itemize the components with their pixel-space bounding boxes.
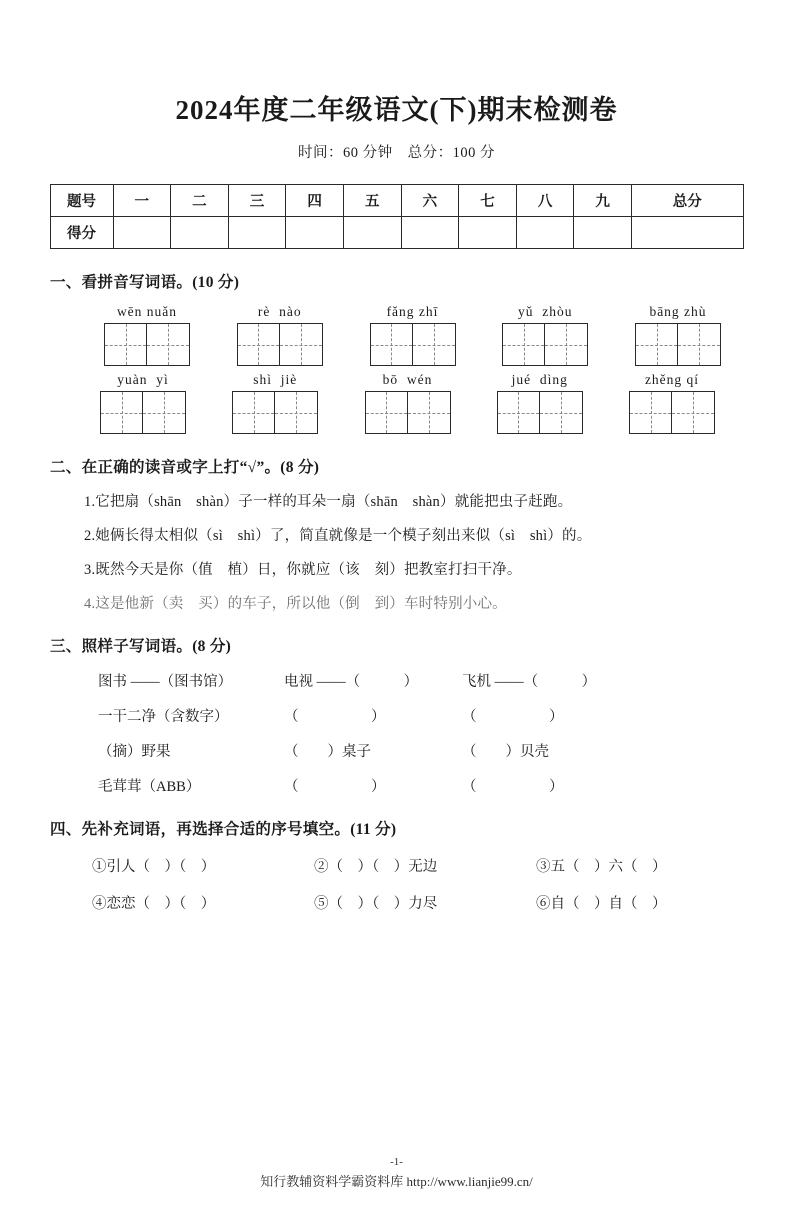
word-pattern-cell[interactable]: （ ） — [284, 709, 386, 725]
grid-cell[interactable] — [497, 391, 540, 434]
score-table-cell: 四 — [286, 185, 344, 217]
writing-grid[interactable] — [629, 391, 715, 434]
score-table-cell: 二 — [171, 185, 229, 217]
score-input-cell[interactable] — [171, 217, 229, 249]
score-table-cell: 三 — [228, 185, 286, 217]
idiom-fill-cell[interactable]: ④恋恋（ ）（ ） — [92, 896, 216, 912]
writing-grid[interactable] — [497, 391, 583, 434]
word-pattern-cell[interactable]: 电视 ——（ ） — [284, 674, 419, 690]
grid-cell[interactable] — [275, 391, 318, 434]
pinyin-item — [497, 372, 583, 434]
score-table-cell: 八 — [516, 185, 574, 217]
pinyin-item — [237, 304, 323, 366]
exam-page — [0, 88, 793, 1210]
word-pattern-row — [98, 670, 745, 691]
grid-cell[interactable] — [545, 323, 588, 366]
pinyin-item — [104, 304, 190, 366]
pinyin-label: bō wén — [382, 372, 433, 387]
section-heading-4: 四、先补充词语，再选择合适的序号填空。(11 分) — [50, 821, 397, 838]
score-table-cell: 一 — [113, 185, 171, 217]
page-number: -1- — [390, 1156, 403, 1168]
word-pattern-cell: （摘）野果 — [98, 744, 171, 760]
writing-grid[interactable] — [370, 323, 456, 366]
grid-cell[interactable] — [413, 323, 456, 366]
idiom-fill-row — [92, 892, 745, 913]
score-table-header-row — [50, 185, 743, 217]
score-input-cell[interactable] — [631, 217, 743, 249]
pinyin-item — [232, 372, 318, 434]
pinyin-item — [629, 372, 715, 434]
word-pattern-cell[interactable]: （ ）贝壳 — [462, 744, 549, 760]
page-title: 2024年度二年级语文(下)期末检测卷 — [175, 95, 618, 125]
grid-cell[interactable] — [365, 391, 408, 434]
section-heading-1: 一、看拼音写词语。(10 分) — [50, 274, 240, 291]
grid-cell[interactable] — [678, 323, 721, 366]
word-pattern-cell[interactable]: （ ） — [284, 779, 386, 795]
score-table-cell: 七 — [459, 185, 517, 217]
pinyin-row-1 — [48, 304, 745, 366]
word-pattern-row — [98, 740, 745, 761]
grid-cell[interactable] — [147, 323, 190, 366]
word-pattern-cell[interactable]: （ ）桌子 — [284, 744, 371, 760]
score-input-cell[interactable] — [113, 217, 171, 249]
score-input-cell[interactable] — [343, 217, 401, 249]
writing-grid[interactable] — [237, 323, 323, 366]
writing-grid[interactable] — [502, 323, 588, 366]
pinyin-label: rè nào — [257, 304, 302, 319]
grid-cell[interactable] — [280, 323, 323, 366]
score-input-cell[interactable] — [516, 217, 574, 249]
word-pattern-cell[interactable]: （ ） — [462, 709, 564, 725]
grid-cell[interactable] — [629, 391, 672, 434]
pinyin-label: bāng zhù — [649, 304, 707, 319]
grid-cell[interactable] — [672, 391, 715, 434]
footer-watermark: 知行教辅资料学霸资料库 http://www.lianjie99.cn/ — [260, 1174, 533, 1189]
pinyin-row-2 — [48, 372, 745, 434]
score-table-answer-row — [50, 217, 743, 249]
pinyin-label: yuàn yì — [117, 372, 169, 387]
grid-cell[interactable] — [540, 391, 583, 434]
grid-cell[interactable] — [237, 323, 280, 366]
pinyin-label: shì jiè — [253, 372, 298, 387]
score-table — [50, 184, 744, 249]
pinyin-label: jué dìng — [511, 372, 568, 387]
grid-cell[interactable] — [104, 323, 147, 366]
score-table-cell: 得分 — [50, 217, 113, 249]
page-subtitle: 时间：60 分钟 总分：100 分 — [298, 145, 495, 161]
score-input-cell[interactable] — [574, 217, 632, 249]
score-table-cell: 题号 — [50, 185, 113, 217]
pinyin-label: fǎng zhī — [386, 304, 439, 319]
score-table-cell: 九 — [574, 185, 632, 217]
grid-cell[interactable] — [635, 323, 678, 366]
idiom-fill-cell[interactable]: ⑥自（ ）自（ ） — [536, 896, 667, 912]
score-input-cell[interactable] — [286, 217, 344, 249]
score-table-cell: 六 — [401, 185, 459, 217]
word-pattern-cell[interactable]: （ ） — [462, 779, 564, 795]
writing-grid[interactable] — [635, 323, 721, 366]
pinyin-label: yǔ zhòu — [518, 304, 573, 319]
idiom-fill-cell[interactable]: ③五（ ）六（ ） — [536, 859, 667, 875]
grid-cell[interactable] — [502, 323, 545, 366]
score-table-cell: 五 — [343, 185, 401, 217]
grid-cell[interactable] — [408, 391, 451, 434]
word-pattern-cell: 图书 ——（图书馆） — [98, 674, 233, 690]
score-table-cell: 总分 — [631, 185, 743, 217]
writing-grid[interactable] — [232, 391, 318, 434]
writing-grid[interactable] — [104, 323, 190, 366]
writing-grid[interactable] — [365, 391, 451, 434]
section-heading-3: 三、照样子写词语。(8 分) — [50, 638, 232, 655]
word-pattern-cell[interactable]: 飞机 ——（ ） — [462, 674, 597, 690]
pinyin-item — [635, 304, 721, 366]
score-input-cell[interactable] — [228, 217, 286, 249]
word-pattern-cell: 一干二净（含数字） — [98, 709, 229, 725]
grid-cell[interactable] — [370, 323, 413, 366]
question-line: 4.这是他新（卖 买）的车子，所以他（倒 到）车时特别小心。 — [84, 596, 507, 612]
word-pattern-cell: 毛茸茸（ABB） — [98, 779, 201, 795]
grid-cell[interactable] — [100, 391, 143, 434]
section-heading-2: 二、在正确的读音或字上打“√”。(8 分) — [50, 459, 320, 476]
score-input-cell[interactable] — [459, 217, 517, 249]
question-line: 3.既然今天是你（值 植）日，你就应（该 刻）把教室打扫干净。 — [84, 562, 522, 578]
pinyin-item — [370, 304, 456, 366]
idiom-fill-cell[interactable]: ①引人（ ）（ ） — [92, 859, 216, 875]
question-line: 2.她俩长得太相似（sì shì）了，简直就像是一个模子刻出来似（sì shì）的。 — [84, 528, 592, 544]
pinyin-item — [100, 372, 186, 434]
pinyin-writing-block — [48, 304, 745, 434]
word-pattern-row — [98, 775, 745, 796]
idiom-fill-row — [92, 855, 745, 876]
idiom-fill-cell[interactable]: ②（ ）（ ）无边 — [314, 859, 438, 875]
pinyin-label: wēn nuǎn — [116, 304, 178, 319]
pinyin-item — [365, 372, 451, 434]
pinyin-item — [502, 304, 588, 366]
idiom-fill-cell[interactable]: ⑤（ ）（ ）力尽 — [314, 896, 438, 912]
writing-grid[interactable] — [100, 391, 186, 434]
score-input-cell[interactable] — [401, 217, 459, 249]
pinyin-label: zhěng qí — [644, 372, 700, 387]
word-pattern-row — [98, 705, 745, 726]
question-line: 1.它把扇（shān shàn）子一样的耳朵一扇（shān shàn）就能把虫子赶跑。 — [84, 494, 573, 510]
grid-cell[interactable] — [143, 391, 186, 434]
grid-cell[interactable] — [232, 391, 275, 434]
